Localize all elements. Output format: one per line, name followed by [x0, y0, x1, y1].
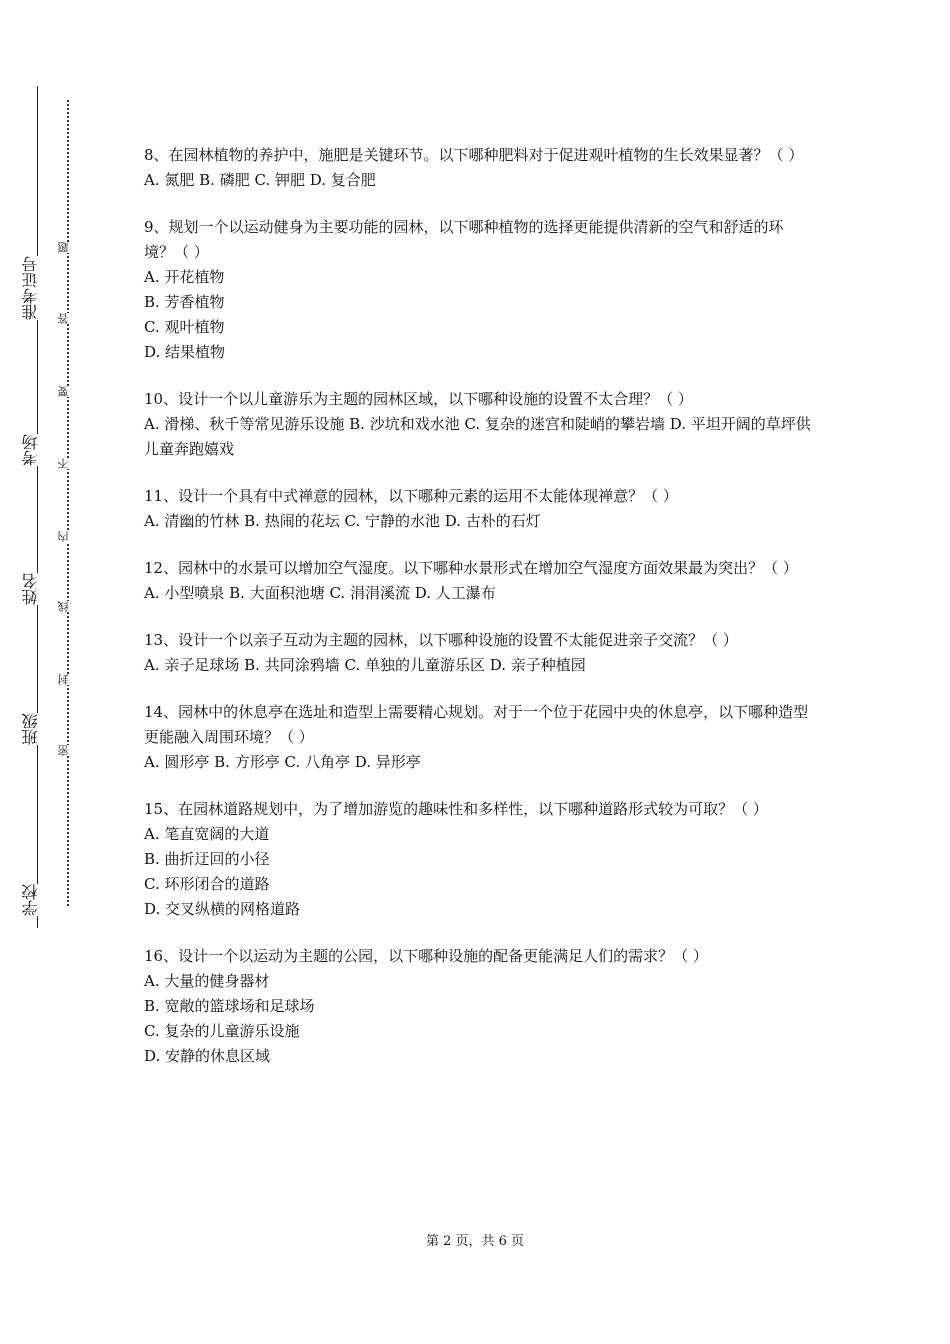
question-13: [144, 628, 812, 678]
seal-char: 内: [58, 531, 76, 542]
question-9: [144, 215, 812, 365]
question-options: A. 滑梯、秋千等常见游乐设施 B. 沙坑和戏水池 C. 复杂的迷宫和陡峭的攀岩墙 D. 平坦开阔的草坪供儿童奔跑嬉戏: [144, 415, 811, 458]
question-12: [144, 556, 812, 606]
question-options: A. 小型喷泉 B. 大面积池塘 C. 涓涓溪流 D. 人工瀑布: [144, 584, 496, 602]
question-stem: 9、规划一个以运动健身为主要功能的园林，以下哪种植物的选择更能提供清新的空气和舒适的环境？（ ）: [144, 218, 784, 261]
option-b: B. 曲折迂回的小径: [144, 850, 270, 868]
seal-char: 答: [58, 313, 76, 324]
label-name: 姓名: [22, 573, 52, 605]
option-a: A. 大量的健身器材: [144, 972, 270, 990]
question-stem: 11、设计一个具有中式禅意的园林，以下哪种元素的运用不太能体现禅意？（ ）: [144, 487, 678, 505]
seal-char: 题: [58, 242, 76, 253]
question-options: A. 亲子足球场 B. 共同涂鸦墙 C. 单独的儿童游乐区 D. 亲子种植园: [144, 656, 586, 674]
label-exam-number: 准考证号: [22, 256, 52, 320]
margin-dotted-seal-line: [67, 100, 69, 906]
option-a: A. 笔直宽阔的大道: [144, 825, 270, 843]
binding-margin: [0, 0, 110, 1344]
question-stem: 15、在园林道路规划中，为了增加游览的趣味性和多样性，以下哪种道路形式较为可取？（ ）: [144, 800, 768, 818]
seal-char: 密: [58, 745, 76, 756]
question-stem: 10、设计一个以儿童游乐为主题的园林区域，以下哪种设施的设置不太合理？（ ）: [144, 390, 693, 408]
option-d: D. 结果植物: [144, 343, 226, 361]
option-b: B. 宽敞的篮球场和足球场: [144, 997, 315, 1015]
question-11: [144, 484, 812, 534]
seal-char: 不: [58, 458, 76, 469]
question-10: [144, 387, 812, 462]
question-15: [144, 797, 812, 922]
page-number: 第 2 页，共 6 页: [425, 1234, 525, 1249]
seal-char: 封: [58, 674, 76, 685]
question-16: [144, 944, 812, 1069]
question-stem: 14、园林中的休息亭在选址和造型上需要精心规划。对于一个位于花园中央的休息亭，以下哪种造型更能融入周围环境？（ ）: [144, 703, 809, 746]
option-c: C. 环形闭合的道路: [144, 875, 270, 893]
label-class: 班级: [22, 713, 52, 745]
question-stem: 8、在园林植物的养护中，施肥是关键环节。以下哪种肥料对于促进观叶植物的生长效果显著？（ ）: [144, 146, 804, 164]
option-d: D. 安静的休息区域: [144, 1047, 271, 1065]
question-options: A. 清幽的竹林 B. 热闹的花坛 C. 宁静的水池 D. 古朴的石灯: [144, 512, 541, 530]
option-b: B. 芳香植物: [144, 293, 225, 311]
option-a: A. 开花植物: [144, 268, 225, 286]
question-options: A. 圆形亭 B. 方形亭 C. 八角亭 D. 异形亭: [144, 753, 421, 771]
margin-solid-line: [37, 86, 38, 928]
question-8: [144, 143, 812, 193]
seal-char: 要: [58, 386, 76, 397]
question-stem: 16、设计一个以运动为主题的公园，以下哪种设施的配备更能满足人们的需求？（ ）: [144, 947, 708, 965]
label-school: 学校: [22, 884, 52, 916]
question-stem: 12、园林中的水景可以增加空气湿度。以下哪种水景形式在增加空气湿度方面效果最为突出？（ ）: [144, 559, 798, 577]
label-exam-room: 考场: [22, 434, 52, 466]
question-14: [144, 700, 812, 775]
seal-char: 线: [58, 601, 76, 612]
option-c: C. 复杂的儿童游乐设施: [144, 1022, 300, 1040]
question-options: A. 氮肥 B. 磷肥 C. 钾肥 D. 复合肥: [144, 171, 376, 189]
option-c: C. 观叶植物: [144, 318, 225, 336]
question-list: [144, 143, 812, 1091]
question-stem: 13、设计一个以亲子互动为主题的园林，以下哪种设施的设置不太能促进亲子交流？（ ）: [144, 631, 738, 649]
option-d: D. 交叉纵横的网格道路: [144, 900, 301, 918]
